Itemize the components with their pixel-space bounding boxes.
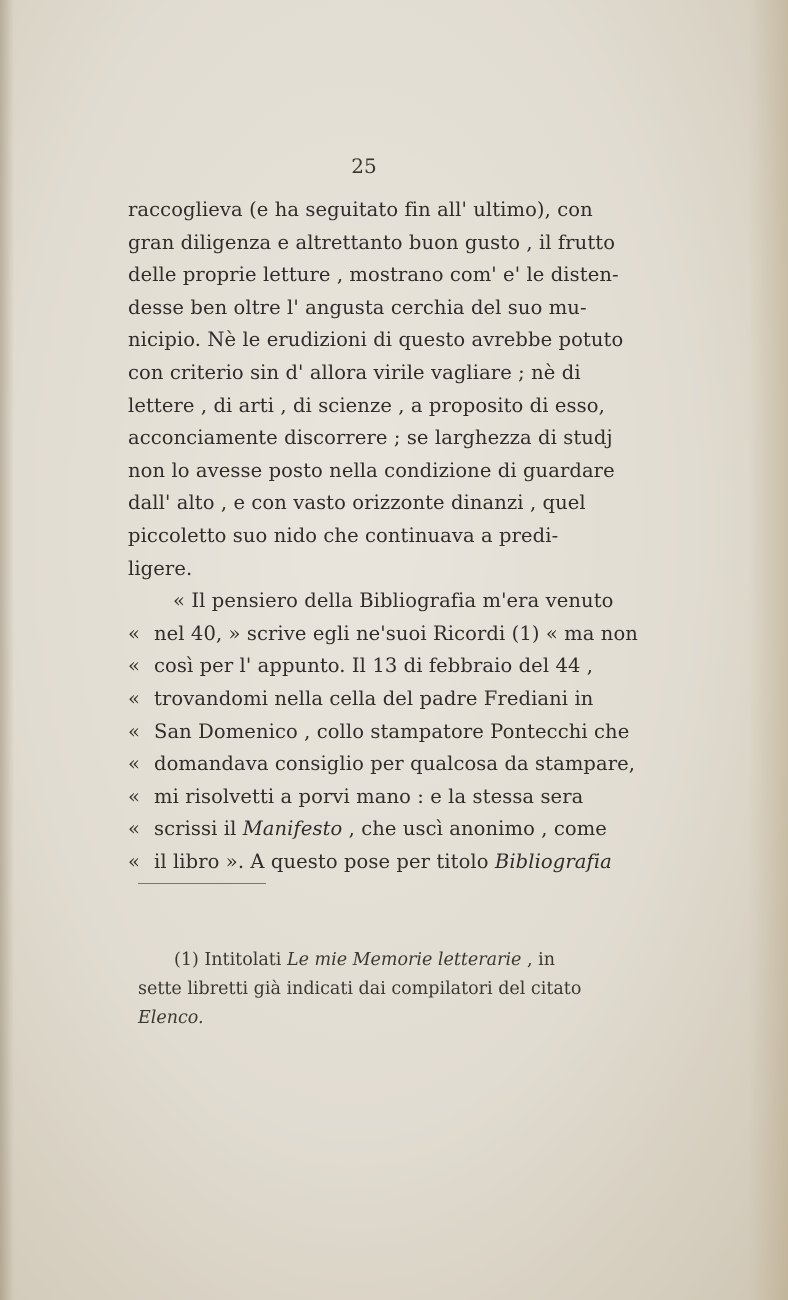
italic-title-memorie: Le mie Memorie letterarie (286, 950, 522, 970)
footnote-text-part: (1) Intitolati (174, 950, 287, 970)
page-number: 25 (351, 154, 377, 178)
footnote-line: sette libretti già indicati dai compilatori del citato (138, 979, 582, 999)
footnote (138, 946, 616, 1033)
page-edge-right (748, 0, 788, 1300)
quote-line (128, 650, 610, 683)
main-text (128, 194, 638, 878)
quote-mark: « (128, 654, 141, 678)
text-line: raccoglieva (e ha seguitato fin all' ultimo), con (128, 198, 593, 221)
quote-text: domandava consiglio per qualcosa da stampare, (154, 752, 636, 776)
quote-text: così per l' appunto. Il 13 di febbraio del 44 , (154, 654, 594, 678)
quote-line (128, 683, 610, 716)
footnote-divider (138, 883, 266, 884)
text-line: ligere. (128, 556, 193, 580)
quote-text-part: scrissi il (154, 817, 243, 841)
quote-text-part: il libro ». A questo pose per titolo (154, 849, 495, 873)
quote-line (128, 748, 636, 781)
quote-line: « Il pensiero della Bibliografia m'era venuto (173, 589, 614, 613)
quote-text-part: , che uscì anonimo , come (342, 817, 607, 841)
quote-mark: « (128, 752, 141, 776)
text-line: delle proprie letture , mostrano com' e' le disten- (128, 263, 619, 287)
text-line: gran diligenza e altrettanto buon gusto , il frutto (128, 230, 616, 254)
quote-mark: « (128, 817, 141, 841)
quote-line (128, 846, 610, 879)
quote-text: mi risolvetti a porvi mano : e la stessa sera (154, 784, 584, 808)
quote-text (154, 813, 607, 846)
quote-line (128, 813, 610, 846)
text-line: nicipio. Nè le erudizioni di questo avrebbe potuto (128, 328, 624, 352)
quote-text (154, 846, 612, 879)
quote-mark: « (128, 784, 141, 808)
italic-title-manifesto: Manifesto (242, 817, 343, 841)
text-line: piccoletto suo nido che continuava a predi- (128, 523, 559, 547)
quote-line (128, 716, 630, 749)
footnote-line (138, 946, 616, 975)
quote-mark: « (128, 719, 141, 743)
text-line: desse ben oltre l' angusta cerchia del suo mu- (128, 295, 587, 319)
quote-mark: « (128, 849, 141, 873)
quote-mark: « (128, 686, 141, 710)
text-line: non lo avesse posto nella condizione di guardare (128, 458, 615, 482)
footnote-line (138, 1004, 616, 1033)
footnote-text-part: , in (521, 950, 555, 970)
text-line: acconciamente discorrere ; se larghezza di studj (128, 426, 613, 450)
quote-text: nel 40, » scrive egli ne'suoi Ricordi (1) « ma non (154, 621, 638, 645)
quote-text: San Domenico , collo stampatore Pontecchi che (154, 719, 630, 743)
italic-title-bibliografia: Bibliografia (494, 849, 612, 873)
quote-line (128, 781, 610, 814)
page-edge-left (0, 0, 14, 1300)
text-line: con criterio sin d' allora virile vagliare ; nè di (128, 360, 581, 384)
quote-mark: « (128, 621, 141, 645)
text-line: dall' alto , e con vasto orizzonte dinanzi , quel (128, 491, 586, 515)
italic-title-elenco: Elenco. (138, 1008, 204, 1028)
text-line: lettere , di arti , di scienze , a proposito di esso, (128, 393, 605, 417)
quote-text: trovandomi nella cella del padre Frediani in (154, 686, 594, 710)
quote-line (128, 618, 638, 651)
